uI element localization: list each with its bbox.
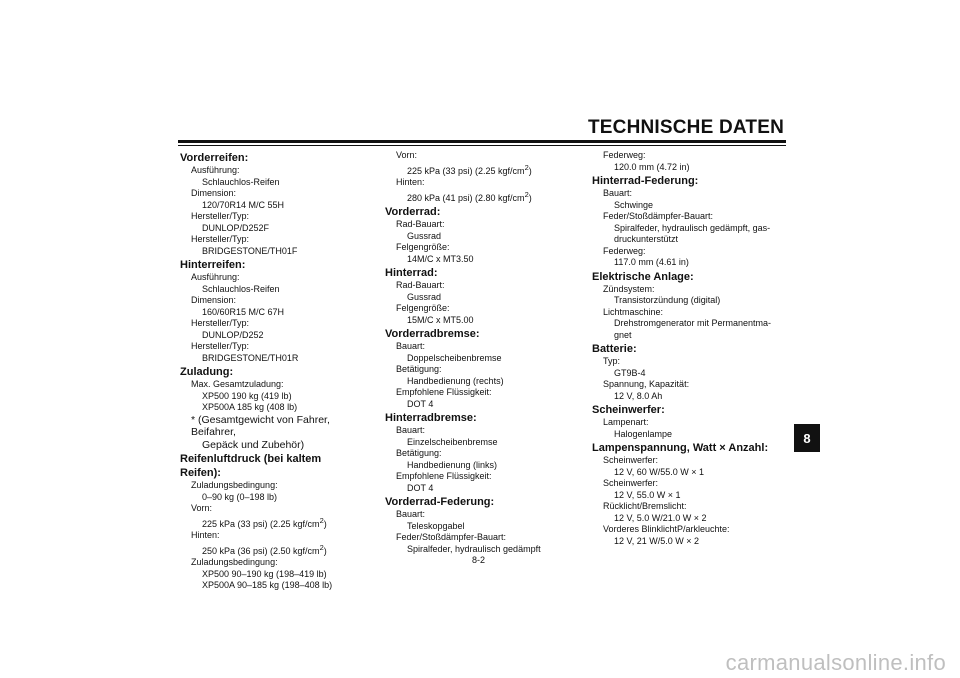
spec-value: Einzelscheibenbremse [407,436,498,447]
spec-value: 12 V, 60 W/55.0 W × 1 [614,466,704,477]
spec-value: GT9B-4 [614,367,646,378]
spec-label: Hinten: [191,530,220,540]
section-heading-reifenluftdruck: Reifenluftdruck (bei kaltem Reifen): [180,453,322,479]
spec-label: Lampenart: [603,417,649,427]
spec-label: Hinten: [396,177,425,187]
spec-value: Schlauchlos-Reifen [202,283,280,294]
section-heading-hinterrad-federung: Hinterrad-Federung: [592,175,699,187]
spec-value: 160/60R15 M/C 67H [202,306,285,317]
spec-label: Ausführung: [191,272,240,282]
spec-label: Scheinwerfer: [603,455,659,465]
spec-value: DOT 4 [407,482,434,493]
spec-label: Empfohlene Flüssigkeit: [396,387,492,397]
spec-value: Gussrad [407,230,442,241]
column-1 [180,150,365,592]
spec-value: Teleskopgabel [407,520,465,531]
spec-label: Typ: [603,356,621,366]
spec-label: Empfohlene Flüssigkeit: [396,471,492,481]
title-rule-thin [178,145,786,146]
spec-label: Spannung, Kapazität: [603,379,690,389]
spec-value: 120/70R14 M/C 55H [202,199,285,210]
spec-value: Handbedienung (links) [407,459,498,470]
spec-value: DUNLOP/D252 [202,329,264,340]
spec-label: Federweg: [603,150,646,160]
section-heading-hinterreifen: Hinterreifen: [180,259,246,271]
spec-label: Hersteller/Typ: [191,318,250,328]
spec-value: Gussrad [407,291,442,302]
spec-value-pressure: 280 kPa (41 psi) (2.80 kgf/$cm^2$) [407,189,532,203]
section-heading-batterie: Batterie: [592,343,637,355]
spec-label: Hersteller/Typ: [191,234,250,244]
spec-value: Doppelscheibenbremse [407,352,502,363]
section-heading-hinterrad: Hinterrad: [385,267,438,279]
page-title: TECHNISCHE DATEN [587,117,784,138]
spec-label: Scheinwerfer: [603,478,659,488]
spec-label: Rad-Bauart: [396,280,445,290]
spec-value: XP500A 90–185 kg (198–408 lb) [202,580,333,590]
section-heading-vorderreifen: Vorderreifen: [180,152,249,164]
page-number: 8-2 [472,555,486,565]
spec-value: 15M/C x MT5.00 [407,314,474,325]
spec-value: DOT 4 [407,398,434,409]
spec-label: Lichtmaschine: [603,306,664,317]
spec-value: 12 V, 55.0 W × 1 [614,489,681,500]
section-heading-vorderrad: Vorderrad: [385,206,441,218]
spec-label: Bauart: [603,188,633,198]
spec-label: Zuladungsbedingung: [191,480,278,490]
spec-label: Felgengröße: [396,242,450,252]
spec-label: Zündsystem: [603,283,655,294]
section-heading-scheinwerfer: Scheinwerfer: [592,404,665,416]
spec-value: 0–90 kg (0–198 lb) [202,491,278,502]
spec-value: XP500A 185 kg (408 lb) [202,402,298,412]
spec-label: Dimension: [191,295,237,305]
spec-value: Transistorzündung (digital) [614,295,721,305]
spec-value: druckunterstützt [614,234,679,244]
spec-value: Schlauchlos-Reifen [202,176,280,187]
spec-value: 14M/C x MT3.50 [407,253,474,264]
spec-value: XP500 90–190 kg (198–419 lb) [202,568,327,579]
spec-value: Drehstromgenerator mit Permanentma- [614,318,772,328]
spec-value: 12 V, 21 W/5.0 W × 2 [614,535,699,546]
spec-label: Rad-Bauart: [396,219,445,229]
spec-value: gnet [614,329,632,340]
pressure-text: 225 kPa (33 psi) (2.25 kgf/cm [202,518,320,529]
spec-label: Zuladungsbedingung: [191,557,278,567]
section-heading-vorderradbremse: Vorderradbremse: [385,328,480,340]
chapter-tab: 8 [794,424,820,452]
spec-value: BRIDGESTONE/TH01F [202,245,298,256]
spec-value-pressure: 250 kPa (36 psi) (2.50 kgf/$cm^2$) [202,542,327,556]
footnote: * (Gesamtgewicht von Fahrer, Beifahrer, [191,413,330,438]
section-heading-lampenspannung: Lampenspannung, Watt × Anzahl: [592,442,769,454]
watermark: carmanualsonline.info [725,650,946,675]
footnote-continued: Gepäck und Zubehör) [202,438,305,451]
spec-label: Bauart: [396,509,426,519]
pressure-text: 225 kPa (33 psi) (2.25 kgf/cm [407,165,525,176]
spec-label: Vorn: [191,503,213,513]
spec-value: 120.0 mm (4.72 in) [614,161,690,172]
spec-label: Feder/Stoßdämpfer-Bauart: [603,211,714,221]
spec-value: Schwinge [614,199,654,210]
pressure-text: 250 kPa (36 psi) (2.50 kgf/cm [202,545,320,556]
spec-value: DUNLOP/D252F [202,222,270,233]
spec-label: Hersteller/Typ: [191,211,250,221]
spec-value: Halogenlampe [614,428,673,439]
spec-label: Feder/Stoßdämpfer-Bauart: [396,532,507,542]
spec-value: 12 V, 5.0 W/21.0 W × 2 [614,512,707,523]
spec-value: 12 V, 8.0 Ah [614,390,663,401]
spec-label: Rücklicht/Bremslicht: [603,501,687,511]
section-heading-zuladung: Zuladung: [180,366,234,378]
spec-value: Spiralfeder, hydraulisch gedämpft [407,543,541,554]
spec-label: Dimension: [191,188,237,198]
spec-label: Federweg: [603,245,646,256]
spec-value-pressure: 225 kPa (33 psi) (2.25 kgf/$cm^2$) [407,162,532,176]
section-heading-hinterradbremse: Hinterradbremse: [385,412,477,424]
spec-value: Spiralfeder, hydraulisch gedämpft, gas- [614,222,771,233]
column-3 [592,150,777,547]
spec-label: Hersteller/Typ: [191,341,250,351]
spec-label: Bauart: [396,341,426,351]
pressure-text: 280 kPa (41 psi) (2.80 kgf/cm [407,192,525,203]
section-heading-vorderrad-federung: Vorderrad-Federung: [385,496,495,508]
spec-label: Betätigung: [396,364,442,374]
spec-value-pressure: 225 kPa (33 psi) (2.25 kgf/$cm^2$) [202,515,327,529]
title-rule-thick [178,140,786,143]
spec-label: Betätigung: [396,448,442,458]
spec-label: Max. Gesamtzuladung: [191,379,284,389]
spec-value: XP500 190 kg (419 lb) [202,390,292,401]
spec-label: Vorn: [396,150,418,160]
spec-label: Ausführung: [191,165,240,175]
spec-value: Handbedienung (rechts) [407,375,504,386]
spec-value: BRIDGESTONE/TH01R [202,352,299,363]
spec-label: Vorderes BlinklichtP/arkleuchte: [603,524,730,534]
spec-label: Bauart: [396,425,426,435]
spec-value: 117.0 mm (4.61 in) [614,257,689,267]
spec-label: Felgengröße: [396,303,450,313]
section-heading-elektrische-anlage: Elektrische Anlage: [592,270,694,283]
column-2 [385,150,570,555]
